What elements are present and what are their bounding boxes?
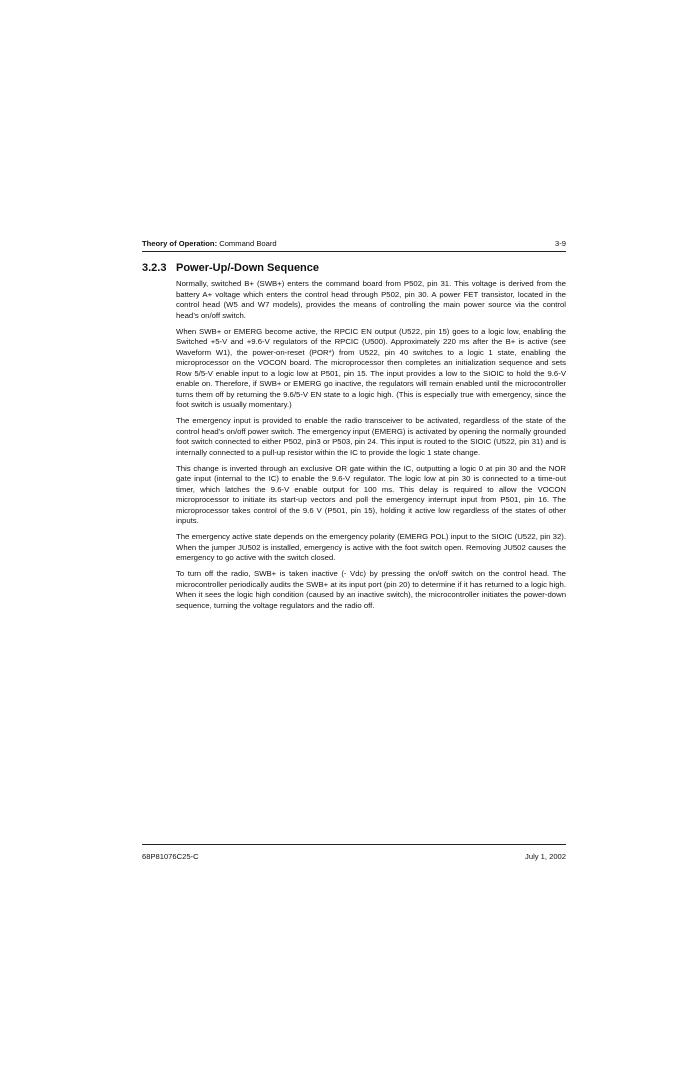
footer-rule xyxy=(142,844,566,845)
footer-date: July 1, 2002 xyxy=(525,852,566,861)
paragraph: Normally, switched B+ (SWB+) enters the command board from P502, pin 31. This voltage is derived from the battery A+ voltage which enters the control head through P502, pin 30. A power FET transistor, located in the control head (W5 and W7 models), provides the means of controlling the main power source via the control head’s on/off switch. xyxy=(176,279,566,320)
section-title: Power-Up/-Down Sequence xyxy=(176,262,320,274)
paragraph: When SWB+ or EMERG become active, the RPCIC EN output (U522, pin 15) goes to a logic low, enabling the Switched +5-V and +9.6-V regulators of the RPCIC (U500). Approximately 220 ms after the B+ is active (see Waveform W1), the power-on-reset (POR*) from U522, pin 40 switches to a logic 1 state, enabling the microprocessor on the VOCON board. The microprocessor then completes an initialization sequence and sets Row 5/5-V enable input to a logic low at P501, pin 15. The input provides a low to the SIOIC to hold the 9.6-V enable on. Therefore, if SWB+ or EMERG go inactive, the regulators will remain enabled until the microcontroller turns them off by returning the 9.6/5-V EN state to a logic high. (This is especially true with emergency, since the foot switch is usually momentary.) xyxy=(176,326,566,409)
paragraph: The emergency active state depends on the emergency polarity (EMERG POL) input to the SIOIC (U522, pin 32). When the jumper JU502 is installed, emergency is active with the foot switch open. Removing JU502 causes the emergency to go active with the switch closed. xyxy=(176,532,566,562)
section-heading xyxy=(142,262,566,275)
header-section-title: Command Board xyxy=(217,239,277,248)
paragraph: The emergency input is provided to enable the radio transceiver to be activated, regardless of the state of the control head’s on/off power switch. The emergency input (EMERG) is activated by opening the normally grounded foot switch connected to either P502, pin3 or P503, pin 24. This input is routed to the SIOIC (U522, pin 31) and is internally connected to a pull-up resistor within the IC to provide the logic 1 state change. xyxy=(176,416,566,457)
page-header xyxy=(142,238,566,251)
paragraph: To turn off the radio, SWB+ is taken inactive (- Vdc) by pressing the on/off switch on the control head. The microcontroller periodically audits the SWB+ at its input port (pin 20) to determine if it has returned to a logic high. When it sees the logic high condition (caused by an inactive switch), the microcontroller initiates the power-down sequence, turning the voltage regulators and the radio off. xyxy=(176,569,566,610)
header-page-number: 3-9 xyxy=(555,239,566,248)
footer-doc-number: 68P81076C25-C xyxy=(142,852,199,861)
section-number: 3.2.3 xyxy=(142,262,167,274)
body-text xyxy=(176,279,566,617)
header-rule xyxy=(142,251,566,252)
page-footer xyxy=(142,851,566,863)
header-section-label: Theory of Operation: xyxy=(142,239,218,248)
paragraph: This change is inverted through an exclusive OR gate within the IC, outputting a logic 0 at pin 30 and the NOR gate input (internal to the IC) to enable the 9.6-V regulator. The logic low at pin 30 is connected to a time-out timer, which latches the 9.6-V enable output for 100 ms. This delay is required to allow the VOCON microprocessor to initiate its start-up vectors and poll the emergency interrupt input from P501, pin 16. The microprocessor takes control of the 9.6 V (P501, pin 15), holding it active low regardless of the states of other inputs. xyxy=(176,463,566,525)
